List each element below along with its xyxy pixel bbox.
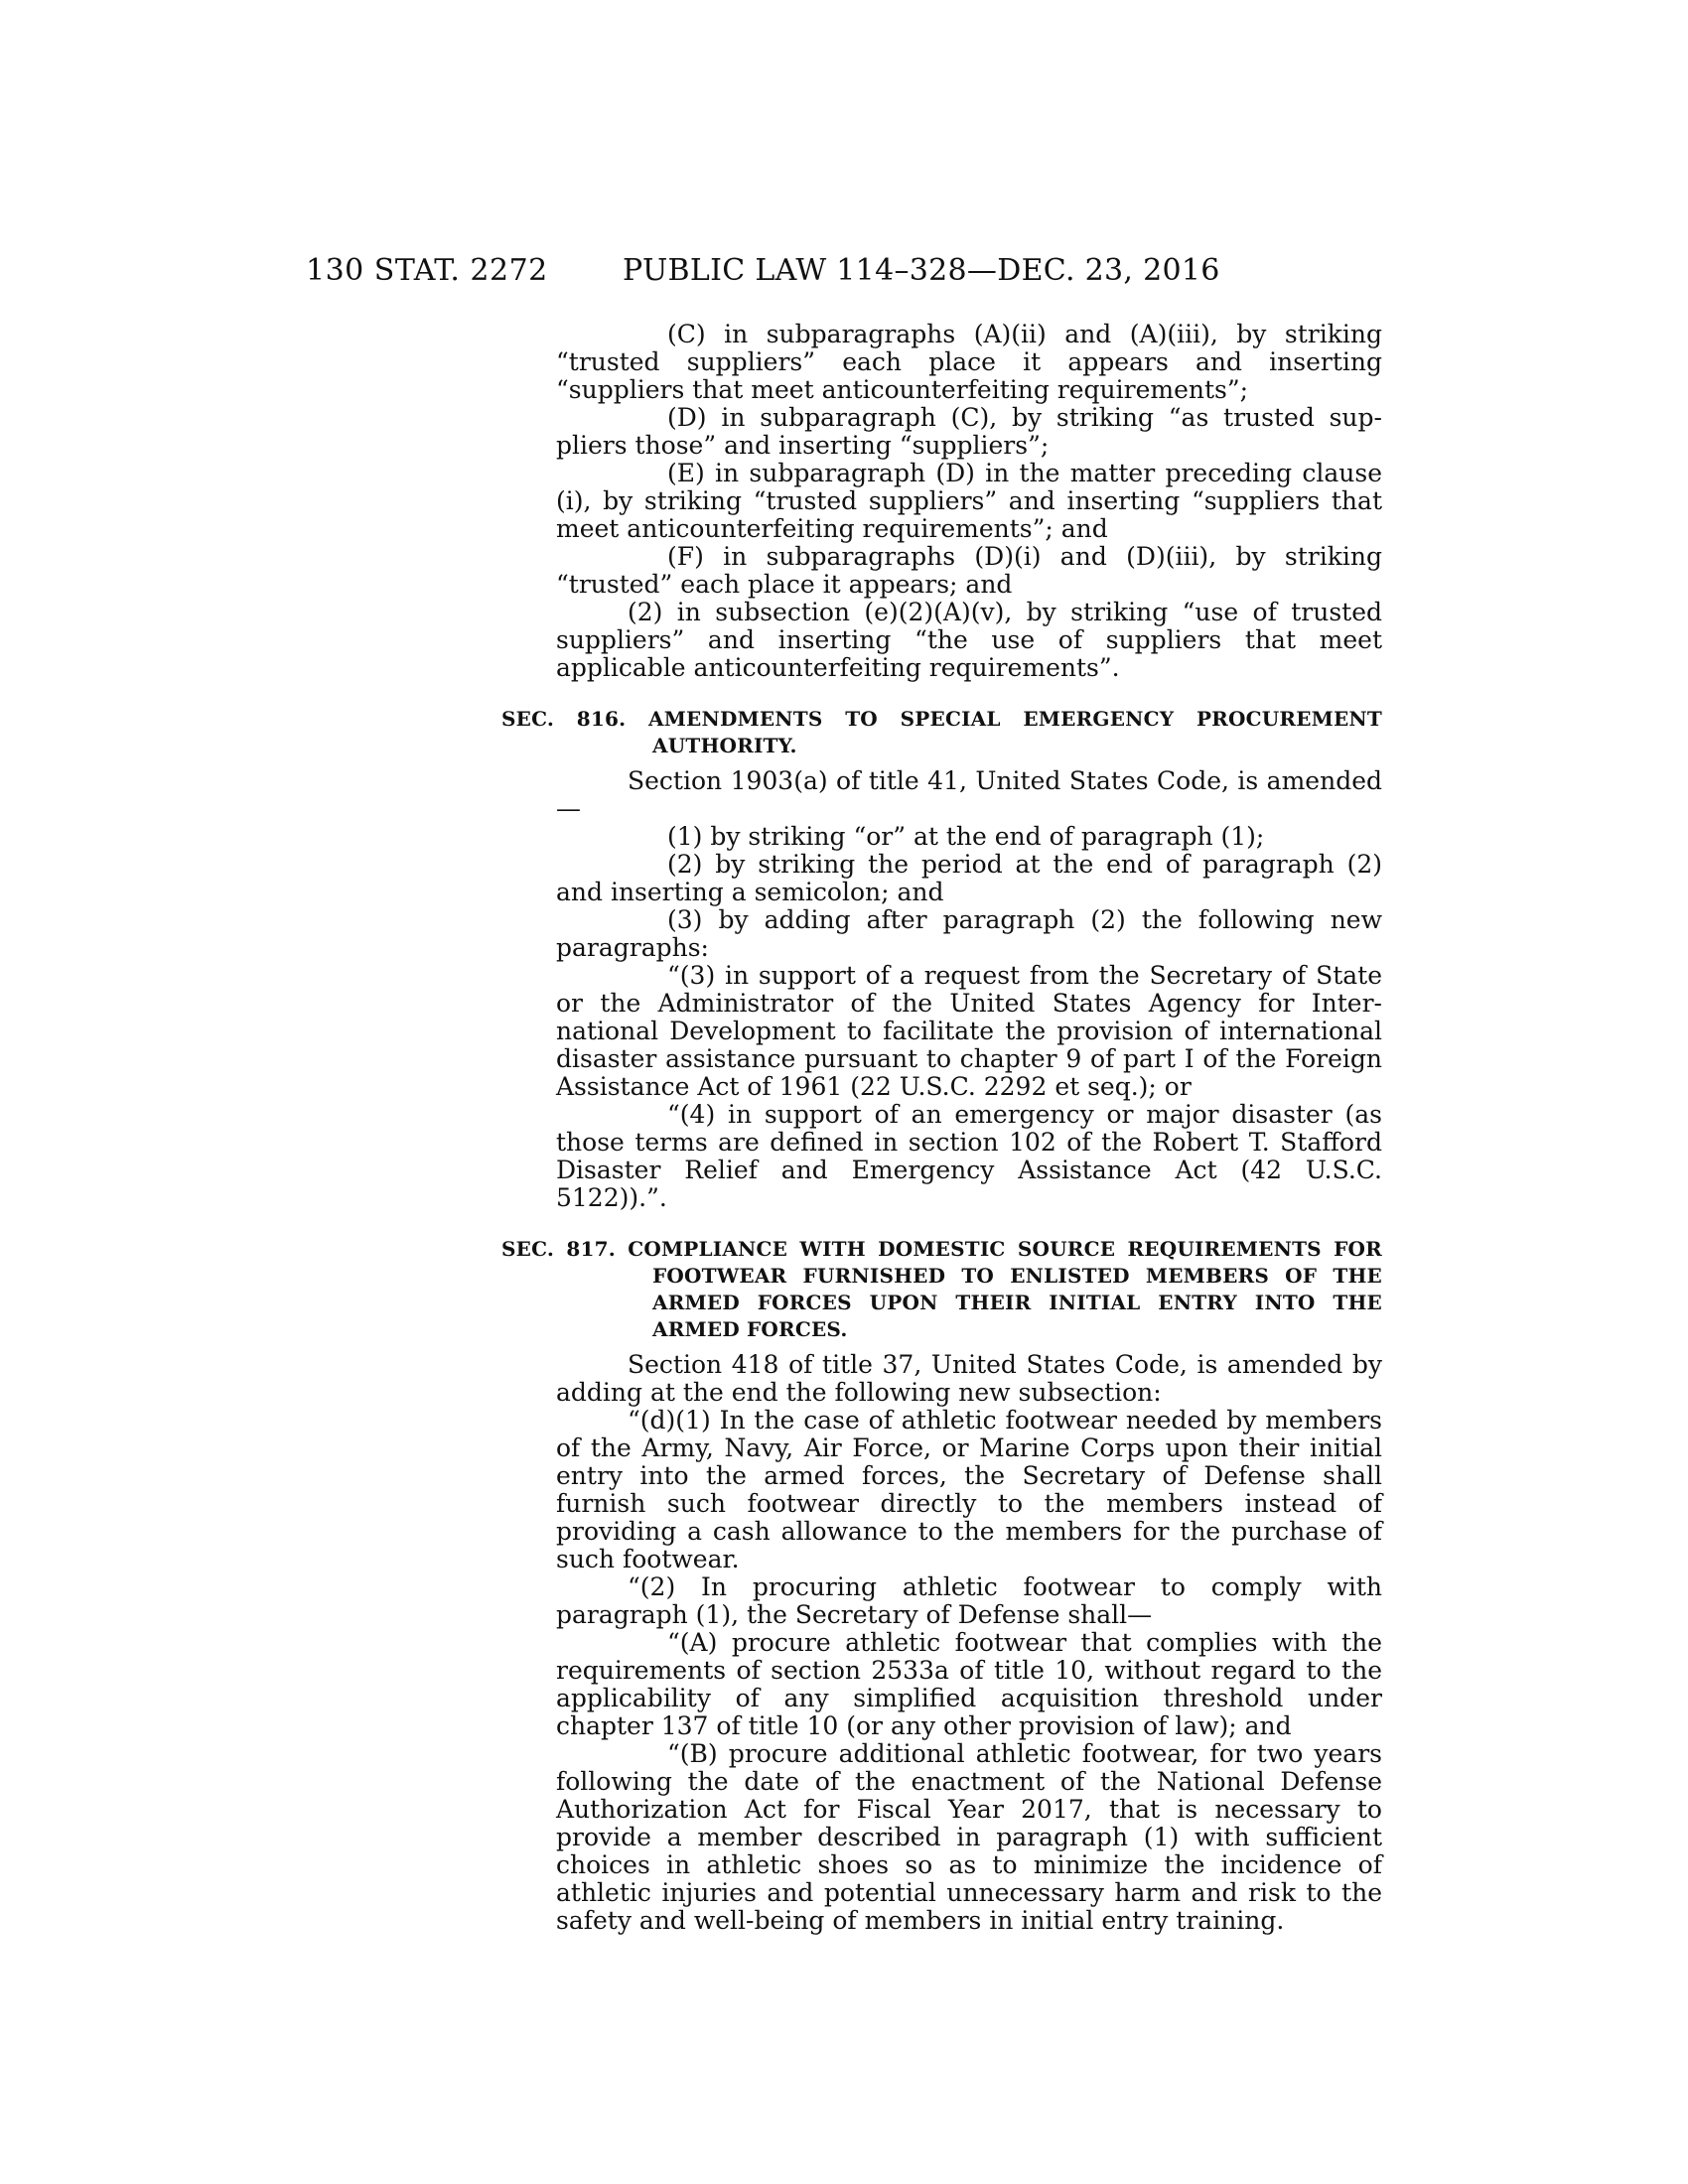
section-817-heading: SEC. 817. COMPLIANCE WITH DOMESTIC SOURCE REQUIREMENTS FOR FOOTWEAR FURNISHED TO ENLISTED MEMBERS OF THE ARMED FORCES UPON THEIR INITIAL ENTRY INTO THE ARMED FORCES. — [501, 1237, 1382, 1341]
section-816 — [501, 706, 1382, 1212]
section-816-item-2: (2) by striking the period at the end of paragraph (2) and inserting a semicolon; and — [556, 850, 1382, 906]
subsection-d-2: “(2) In procuring athletic footwear to comply with paragraph (1), the Secretary of Defense shall— — [556, 1572, 1382, 1629]
paragraph-2: (2) in subsection (e)(2)(A)(v), by striking “use of trusted suppliers” and inserting “the use of suppliers that meet applicable anticounterfeiting requirements”. — [556, 598, 1382, 682]
continued-amendment-list — [556, 321, 1382, 682]
page-header — [306, 253, 1369, 297]
document-body — [501, 320, 1382, 1935]
paragraph-e: (E) in subparagraph (D) in the matter preceding clause (i), by striking “trusted suppliers” and inserting “suppliers that meet anticounterfeiting requirements”; and — [556, 459, 1382, 543]
section-816-heading: SEC. 816. AMENDMENTS TO SPECIAL EMERGENCY PROCUREMENT AUTHORITY. — [501, 707, 1382, 757]
section-816-item-3: (3) by adding after paragraph (2) the following new paragraphs: — [556, 905, 1382, 962]
subparagraph-b: “(B) procure additional athletic footwear, for two years following the date of the enactment of the National Defense Authorization Act for Fiscal Year 2017, that is necessary to provide a member described in paragraph (1) with sufficient choices in athletic shoes so as to minimize the incidence of athletic injuries and potential unnecessary harm and risk to the safety and well-being of members in initial entry training. — [556, 1739, 1382, 1935]
section-816-quoted-4: “(4) in support of an emergency or major disaster (as those terms are defined in section 102 of the Robert T. Stafford Disaster Relief and Emergency Assistance Act (42 U.S.C. 5122)).”. — [556, 1100, 1382, 1212]
section-817 — [501, 1236, 1382, 1935]
subsection-d-1: “(d)(1) In the case of athletic footwear needed by members of the Army, Navy, Air Force, or Marine Corps upon their initial entry into the armed forces, the Secretary of Defense shall furnish such footwear directly to the members instead of providing a cash allowance to the members for the purchase of such footwear. — [556, 1406, 1382, 1573]
paragraph-d: (D) in subparagraph (C), by striking “as trusted suppliers those” and inserting “suppliers”; — [556, 403, 1382, 460]
running-head-title: PUBLIC LAW 114–328—DEC. 23, 2016 — [623, 253, 1220, 288]
section-816-intro: Section 1903(a) of title 41, United States Code, is amended— — [556, 766, 1382, 823]
paragraph-c: (C) in subparagraphs (A)(ii) and (A)(iii), by striking “trusted suppliers” each place it appears and inserting “suppliers that meet anticounterfeiting requirements”; — [556, 320, 1382, 404]
section-816-item-1: (1) by striking “or” at the end of paragraph (1); — [667, 822, 1265, 851]
statute-page-reference: 130 STAT. 2272 — [306, 253, 548, 288]
section-817-intro: Section 418 of title 37, United States Code, is amended by adding at the end the following new subsection: — [556, 1350, 1382, 1407]
subparagraph-a: “(A) procure athletic footwear that complies with the requirements of section 2533a of title 10, without regard to the applicability of any simplified acquisition threshold under chapter 137 of title 10 (or any other provision of law); and — [556, 1628, 1382, 1740]
paragraph-f: (F) in subparagraphs (D)(i) and (D)(iii), by striking “trusted” each place it appears; and — [556, 542, 1382, 599]
section-816-quoted-3: “(3) in support of a request from the Secretary of State or the Administrator of the United States Agency for International Development to facilitate the provision of international disaster assistance pursuant to chapter 9 of part I of the Foreign Assistance Act of 1961 (22 U.S.C. 2292 et seq.); or — [556, 961, 1382, 1101]
